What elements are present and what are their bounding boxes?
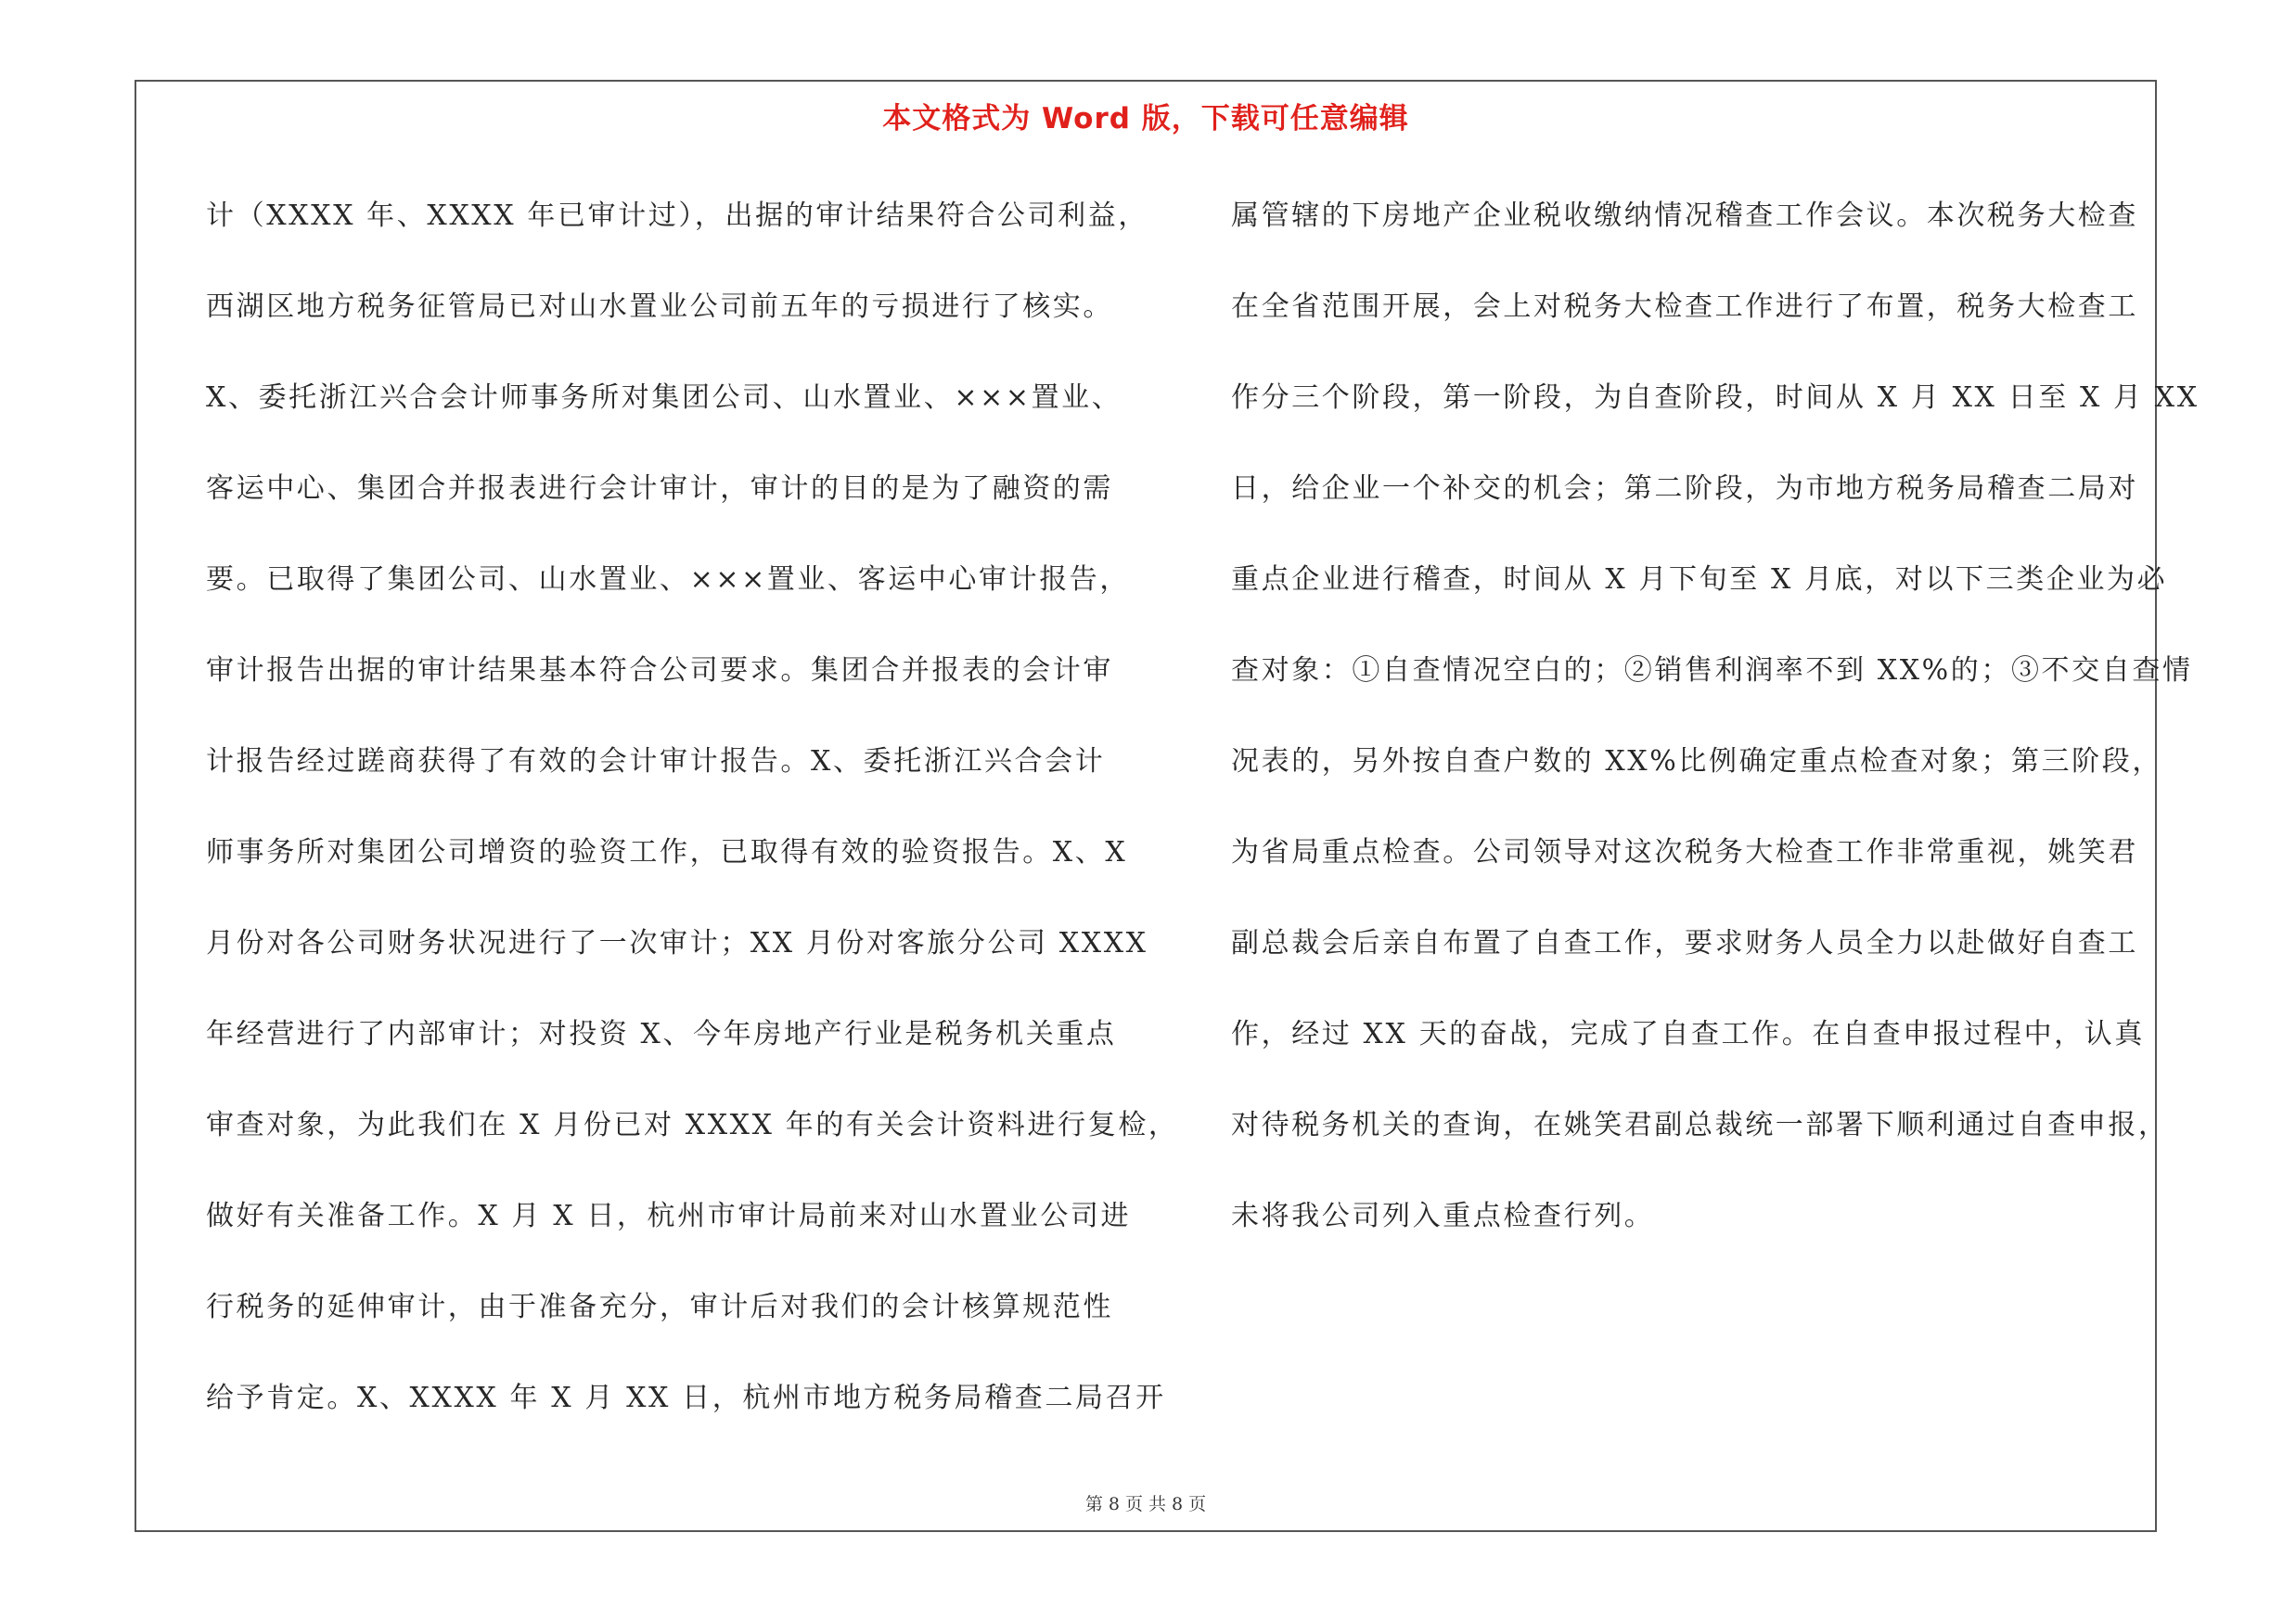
right-line-10: 作，经过 XX 天的奋战，完成了自查工作。在自查申报过程中，认真 (1231, 1018, 2145, 1050)
left-line-9: 月份对各公司财务状况进行了一次审计；XX 月份对客旅分公司 XXXX (206, 927, 1148, 960)
right-line-2: 在全省范围开展，会上对税务大检查工作进行了布置，税务大检查工 (1231, 290, 2138, 323)
right-line-7: 况表的，另外按自查户数的 XX%比例确定重点检查对象；第三阶段， (1231, 745, 2162, 778)
left-line-4: 客运中心、集团合并报表进行会计审计，审计的目的是为了融资的需 (206, 472, 1113, 505)
left-line-1: 计（XXXX 年、XXXX 年已审计过），出据的审计结果符合公司利益， (206, 200, 1148, 232)
page-number: 第 8 页 共 8 页 (1084, 1494, 1207, 1514)
page-frame (135, 80, 2200, 1532)
right-line-11: 对待税务机关的查询，在姚笑君副总裁统一部署下顺利通过自查申报， (1231, 1109, 2169, 1141)
left-line-8: 师事务所对集团公司增资的验资工作，已取得有效的验资报告。X、X (206, 836, 1128, 869)
right-line-1: 属管辖的下房地产企业税收缴纳情况稽查工作会议。本次税务大检查 (1231, 200, 2138, 232)
left-line-10: 年经营进行了内部审计；对投资 X、今年房地产行业是税务机关重点 (206, 1018, 1117, 1050)
left-line-12: 做好有关准备工作。X 月 X 日，杭州市审计局前来对山水置业公司进 (206, 1200, 1132, 1232)
left-line-13: 行税务的延伸审计，由于准备充分，审计后对我们的会计核算规范性 (206, 1291, 1113, 1323)
right-line-6: 查对象：①自查情况空白的；②销售利润率不到 XX%的；③不交自查情 (1231, 654, 2193, 687)
right-line-4: 日，给企业一个补交的机会；第二阶段，为市地方税务局稽查二局对 (1231, 472, 2138, 505)
left-line-7: 计报告经过蹉商获得了有效的会计审计报告。X、委托浙江兴合会计 (206, 745, 1106, 778)
header-banner: 本文格式为 Word 版，下载可任意编辑 (882, 102, 1409, 135)
right-line-9: 副总裁会后亲自布置了自查工作，要求财务人员全力以赴做好自查工 (1231, 927, 2138, 960)
right-line-12: 未将我公司列入重点检查行列。 (1231, 1200, 1655, 1232)
left-line-11: 审查对象，为此我们在 X 月份已对 XXXX 年的有关会计资料进行复检， (206, 1109, 1179, 1141)
left-line-5: 要。已取得了集团公司、山水置业、×××置业、客运中心审计报告， (206, 563, 1131, 596)
right-line-3: 作分三个阶段，第一阶段，为自查阶段，时间从 X 月 XX 日至 X 月 XX (1231, 381, 2200, 414)
left-line-3: X、委托浙江兴合会计师事务所对集团公司、山水置业、×××置业、 (206, 381, 1122, 414)
right-line-5: 重点企业进行稽查，时间从 X 月下旬至 X 月底，对以下三类企业为必 (1231, 563, 2168, 596)
left-line-2: 西湖区地方税务征管局已对山水置业公司前五年的亏损进行了核实。 (206, 290, 1113, 323)
right-column (1231, 171, 2200, 1262)
right-line-8: 为省局重点检查。公司领导对这次税务大检查工作非常重视，姚笑君 (1231, 836, 2138, 869)
left-column (206, 171, 1179, 1444)
left-line-6: 审计报告出据的审计结果基本符合公司要求。集团合并报表的会计审 (206, 654, 1113, 687)
left-line-14: 给予肯定。X、XXXX 年 X 月 XX 日，杭州市地方税务局稽查二局召开 (206, 1382, 1166, 1414)
